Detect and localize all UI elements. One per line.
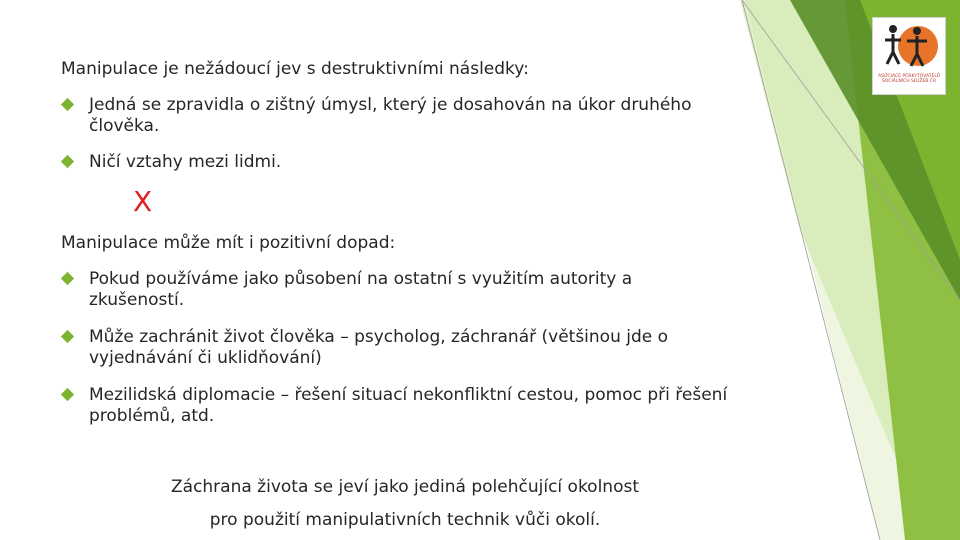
conclusion-line-1: Záchrana života se jeví jako jediná polehčující okolnost [171, 477, 639, 497]
separator-x: X [133, 185, 153, 218]
list-item: Ničí vztahy mezi lidmi. [89, 152, 282, 172]
list-item: Jedná se zpravidla o zištný úmysl, který je dosahován na úkor druhého člověka. [89, 95, 692, 136]
organization-logo [872, 17, 946, 95]
list-item: Může zachránit život člověka – psycholog, záchranář (většinou jde o vyjednávání či uklidňování) [89, 327, 669, 368]
list-item: Pokud používáme jako působení na ostatní s využitím autority a zkušeností. [89, 269, 633, 310]
two-people-figures-icon [873, 18, 945, 74]
heading-negative: Manipulace je nežádoucí jev s destruktivními následky: [61, 59, 529, 79]
conclusion-line-2: pro použití manipulativních technik vůči okolí. [209, 510, 601, 530]
heading-positive: Manipulace může mít i pozitivní dopad: [61, 233, 396, 253]
list-item: Mezilidská diplomacie – řešení situací nekonfliktní cestou, pomoc při řešení problémů, atd. [89, 385, 728, 426]
logo-text: ASOCIACE POSKYTOVATELŮ SOCIÁLNÍCH SLUŽEB ČR [878, 74, 940, 84]
